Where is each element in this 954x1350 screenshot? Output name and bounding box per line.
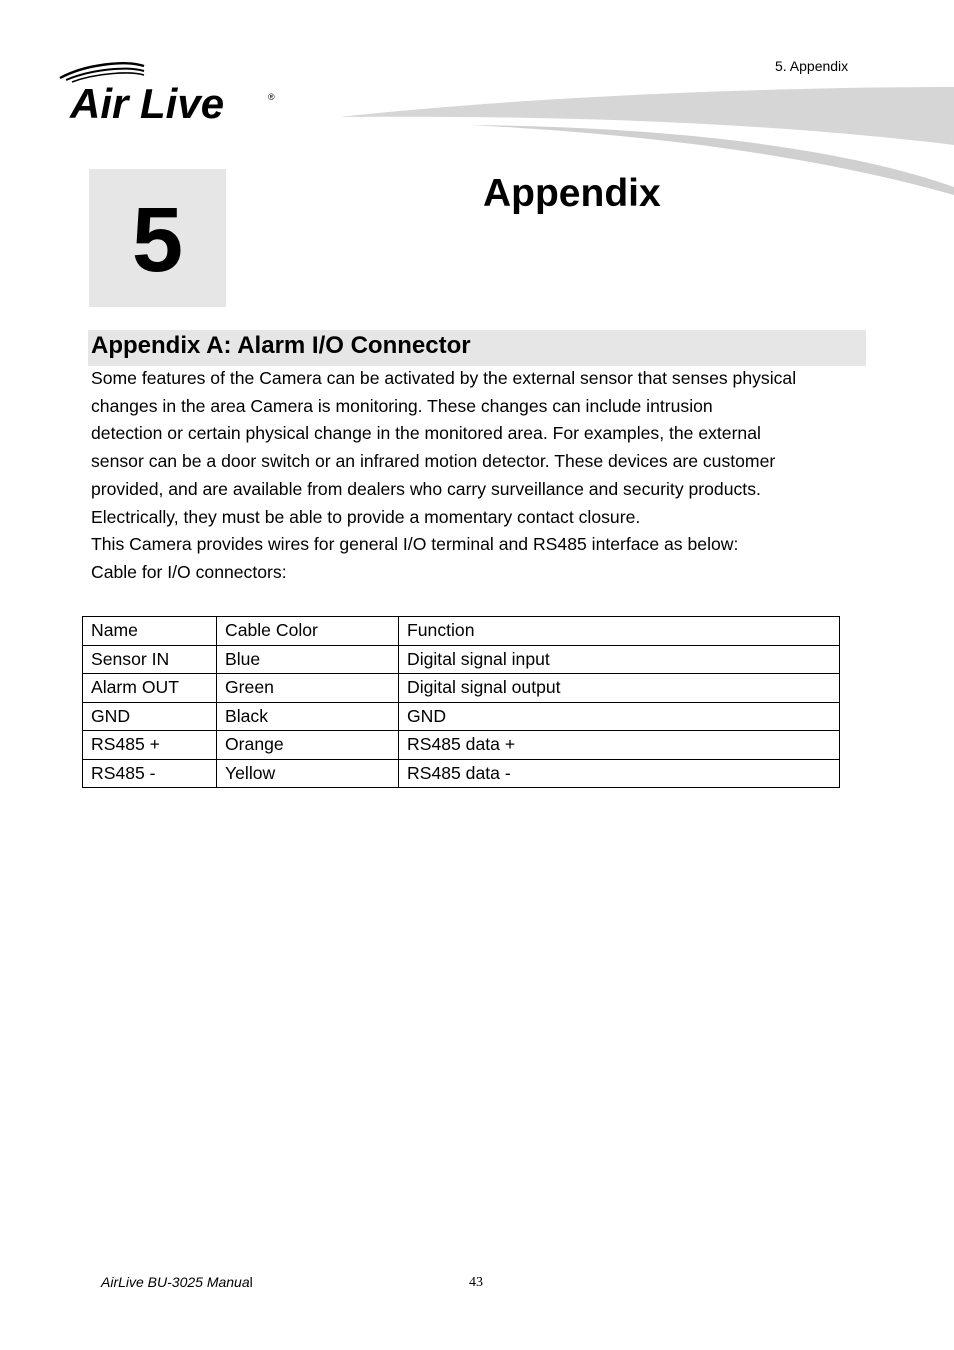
table-row xyxy=(83,759,840,788)
table-cell: RS485 data - xyxy=(399,759,840,788)
svg-text:®: ® xyxy=(268,92,275,102)
table-cell: Digital signal input xyxy=(399,645,840,674)
table-cell: RS485 + xyxy=(83,731,217,760)
svg-text:Air Live: Air Live xyxy=(70,80,225,126)
table-cell: GND xyxy=(83,702,217,731)
section-body-text: Some features of the Camera can be activated by the external sensor that senses physical changes in the area Camera is monitoring. These changes can include intrusion detection or certain physical change in the monitored area. For examples, the external sensor can be a door switch or an infrared motion detector. These devices are customer provided, and are available from dealers who carry surveillance and security products. Electrically, they must be able to provide a momentary contact closure. This Camera provides wires for general I/O terminal and RS485 interface as below: Cable for I/O connectors: xyxy=(91,368,797,582)
table-cell: Digital signal output xyxy=(399,674,840,703)
table-cell: Blue xyxy=(217,645,399,674)
footer-manual-name xyxy=(101,1274,253,1290)
table-header-cell: Function xyxy=(399,617,840,646)
table-row xyxy=(83,702,840,731)
table-cell: Green xyxy=(217,674,399,703)
table-cell: Yellow xyxy=(217,759,399,788)
footer-manual-tail: l xyxy=(249,1274,253,1290)
page-number: 43 xyxy=(469,1275,483,1290)
chapter-number: 5 xyxy=(131,189,184,291)
table-cell: RS485 - xyxy=(83,759,217,788)
table-cell: Alarm OUT xyxy=(83,674,217,703)
table-cell: RS485 data + xyxy=(399,731,840,760)
table-header-cell: Cable Color xyxy=(217,617,399,646)
chapter-title: Appendix xyxy=(483,172,661,215)
table-header-cell: Name xyxy=(83,617,217,646)
table-row xyxy=(83,674,840,703)
footer-manual-italic: AirLive BU-3025 Manua xyxy=(101,1274,250,1290)
table-header-row xyxy=(83,617,840,646)
table-row xyxy=(83,731,840,760)
table-cell: Sensor IN xyxy=(83,645,217,674)
section-title: Appendix A: Alarm I/O Connector xyxy=(91,332,471,359)
io-connector-table xyxy=(82,616,840,788)
running-header: 5. Appendix xyxy=(775,58,849,74)
airlive-logo xyxy=(56,60,281,126)
table-cell: Orange xyxy=(217,731,399,760)
table-row xyxy=(83,645,840,674)
table-cell: GND xyxy=(399,702,840,731)
chapter-number-box xyxy=(89,169,226,307)
table-cell: Black xyxy=(217,702,399,731)
